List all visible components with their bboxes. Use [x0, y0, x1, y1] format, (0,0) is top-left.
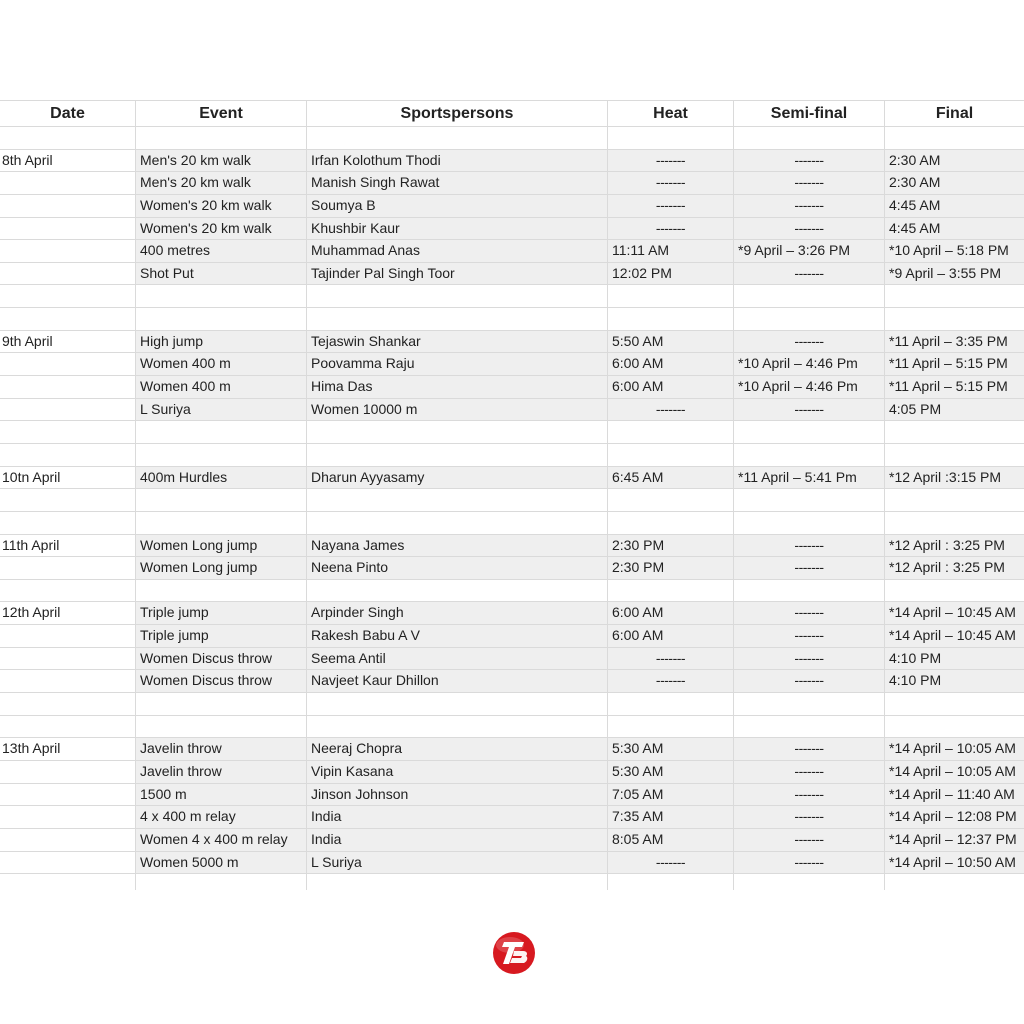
date-cell — [0, 308, 136, 330]
event-cell: Women 5000 m — [136, 852, 307, 874]
semi-final-cell: *11 April – 5:41 Pm — [734, 467, 885, 489]
final-cell — [885, 127, 1024, 149]
semi-final-cell — [734, 285, 885, 307]
heat-cell: 8:05 AM — [608, 829, 734, 851]
final-cell: 2:30 AM — [885, 172, 1024, 194]
event-cell: 400m Hurdles — [136, 467, 307, 489]
heat-cell: ------- — [608, 218, 734, 240]
date-cell — [0, 285, 136, 307]
heat-cell: 12:02 PM — [608, 263, 734, 285]
final-cell: *11 April – 5:15 PM — [885, 353, 1024, 375]
semi-final-cell: ------- — [734, 602, 885, 624]
table-body — [0, 127, 1024, 874]
final-cell: 4:10 PM — [885, 670, 1024, 692]
final-cell — [885, 580, 1024, 602]
event-cell: Women Discus throw — [136, 648, 307, 670]
semi-final-cell: ------- — [734, 852, 885, 874]
table-row-spacer — [0, 512, 1024, 535]
table-row — [0, 467, 1024, 490]
semi-final-cell: ------- — [734, 150, 885, 172]
semi-final-cell: *10 April – 4:46 Pm — [734, 353, 885, 375]
semi-final-cell: ------- — [734, 829, 885, 851]
sportsperson-cell: Tajinder Pal Singh Toor — [307, 263, 608, 285]
final-cell: *14 April – 12:37 PM — [885, 829, 1024, 851]
table-row — [0, 353, 1024, 376]
final-cell: *12 April : 3:25 PM — [885, 535, 1024, 557]
date-cell — [0, 240, 136, 262]
heat-cell — [608, 308, 734, 330]
event-cell — [136, 580, 307, 602]
date-cell — [0, 670, 136, 692]
table-row — [0, 829, 1024, 852]
heat-cell: 5:30 AM — [608, 761, 734, 783]
sportsperson-cell — [307, 693, 608, 715]
heat-cell: 6:45 AM — [608, 467, 734, 489]
semi-final-cell — [734, 127, 885, 149]
heat-cell: 7:05 AM — [608, 784, 734, 806]
semi-final-cell: ------- — [734, 806, 885, 828]
event-cell — [136, 421, 307, 443]
heat-cell: 2:30 PM — [608, 535, 734, 557]
heat-cell: ------- — [608, 150, 734, 172]
brand-logo-icon — [492, 931, 536, 975]
heat-cell: 5:50 AM — [608, 331, 734, 353]
date-cell — [0, 263, 136, 285]
semi-final-cell: *9 April – 3:26 PM — [734, 240, 885, 262]
final-cell — [885, 489, 1024, 511]
heat-cell: 6:00 AM — [608, 625, 734, 647]
sportsperson-cell: Muhammad Anas — [307, 240, 608, 262]
event-cell — [136, 512, 307, 534]
table-row — [0, 761, 1024, 784]
table-row — [0, 806, 1024, 829]
sportsperson-cell: Neeraj Chopra — [307, 738, 608, 760]
column-header-sportspersons: Sportspersons — [307, 101, 608, 126]
event-cell: Women's 20 km walk — [136, 218, 307, 240]
semi-final-cell: ------- — [734, 535, 885, 557]
date-cell: 11th April — [0, 535, 136, 557]
final-cell — [885, 285, 1024, 307]
semi-final-cell — [734, 421, 885, 443]
date-cell — [0, 444, 136, 466]
column-header-event: Event — [136, 101, 307, 126]
sportsperson-cell: Neena Pinto — [307, 557, 608, 579]
date-cell — [0, 806, 136, 828]
date-cell: 12th April — [0, 602, 136, 624]
semi-final-cell: ------- — [734, 172, 885, 194]
heat-cell — [608, 421, 734, 443]
heat-cell — [608, 693, 734, 715]
table-row-spacer — [0, 308, 1024, 331]
event-cell: Javelin throw — [136, 738, 307, 760]
event-cell: Shot Put — [136, 263, 307, 285]
column-header-semi-final: Semi-final — [734, 101, 885, 126]
final-cell — [885, 308, 1024, 330]
final-cell: *14 April – 11:40 AM — [885, 784, 1024, 806]
column-header-final: Final — [885, 101, 1024, 126]
semi-final-cell: ------- — [734, 557, 885, 579]
event-cell: Men's 20 km walk — [136, 172, 307, 194]
event-cell: 400 metres — [136, 240, 307, 262]
heat-cell: ------- — [608, 195, 734, 217]
event-cell: Women Long jump — [136, 557, 307, 579]
heat-cell — [608, 285, 734, 307]
date-cell: 9th April — [0, 331, 136, 353]
heat-cell: 2:30 PM — [608, 557, 734, 579]
table-row — [0, 218, 1024, 241]
event-cell: Women Discus throw — [136, 670, 307, 692]
final-cell: *12 April : 3:25 PM — [885, 557, 1024, 579]
semi-final-cell — [734, 580, 885, 602]
final-cell: *11 April – 5:15 PM — [885, 376, 1024, 398]
final-cell: *14 April – 10:45 AM — [885, 602, 1024, 624]
heat-cell: 7:35 AM — [608, 806, 734, 828]
date-cell — [0, 512, 136, 534]
final-cell — [885, 512, 1024, 534]
sportsperson-cell: L Suriya — [307, 852, 608, 874]
sportsperson-cell — [307, 489, 608, 511]
event-cell — [136, 489, 307, 511]
date-cell — [0, 580, 136, 602]
event-cell — [136, 308, 307, 330]
table-row — [0, 263, 1024, 286]
semi-final-cell: ------- — [734, 670, 885, 692]
sportsperson-cell: Poovamma Raju — [307, 353, 608, 375]
final-cell: 4:05 PM — [885, 399, 1024, 421]
sportsperson-cell — [307, 580, 608, 602]
table-tail — [0, 870, 1024, 890]
semi-final-cell: ------- — [734, 648, 885, 670]
date-cell — [0, 557, 136, 579]
final-cell — [885, 421, 1024, 443]
semi-final-cell: ------- — [734, 331, 885, 353]
sportsperson-cell: Irfan Kolothum Thodi — [307, 150, 608, 172]
event-cell — [136, 127, 307, 149]
table-header-row — [0, 100, 1024, 127]
date-cell — [0, 784, 136, 806]
sportsperson-cell: Rakesh Babu A V — [307, 625, 608, 647]
table-row-spacer — [0, 489, 1024, 512]
table-row — [0, 625, 1024, 648]
table-row-spacer — [0, 716, 1024, 739]
sportsperson-cell: Hima Das — [307, 376, 608, 398]
sportsperson-cell: India — [307, 806, 608, 828]
sportsperson-cell — [307, 421, 608, 443]
heat-cell: ------- — [608, 399, 734, 421]
table-row — [0, 195, 1024, 218]
date-cell — [0, 716, 136, 738]
final-cell: *14 April – 10:05 AM — [885, 761, 1024, 783]
event-cell: 1500 m — [136, 784, 307, 806]
heat-cell: 5:30 AM — [608, 738, 734, 760]
final-cell: 2:30 AM — [885, 150, 1024, 172]
event-cell — [136, 444, 307, 466]
semi-final-cell — [734, 444, 885, 466]
heat-cell: 11:11 AM — [608, 240, 734, 262]
final-cell — [885, 444, 1024, 466]
date-cell — [0, 693, 136, 715]
heat-cell: 6:00 AM — [608, 353, 734, 375]
date-cell — [0, 127, 136, 149]
event-cell — [136, 285, 307, 307]
date-cell — [0, 489, 136, 511]
final-cell: 4:45 AM — [885, 195, 1024, 217]
sportsperson-cell — [307, 127, 608, 149]
table-row — [0, 399, 1024, 422]
semi-final-cell — [734, 716, 885, 738]
final-cell: *14 April – 10:50 AM — [885, 852, 1024, 874]
final-cell — [885, 693, 1024, 715]
sportsperson-cell: Arpinder Singh — [307, 602, 608, 624]
date-cell — [0, 172, 136, 194]
sportsperson-cell — [307, 285, 608, 307]
table-row-spacer — [0, 444, 1024, 467]
final-cell: 4:45 AM — [885, 218, 1024, 240]
semi-final-cell — [734, 693, 885, 715]
final-cell: *14 April – 10:05 AM — [885, 738, 1024, 760]
heat-cell — [608, 444, 734, 466]
table-row-spacer — [0, 693, 1024, 716]
table-row — [0, 670, 1024, 693]
heat-cell: ------- — [608, 852, 734, 874]
table-row — [0, 602, 1024, 625]
semi-final-cell: ------- — [734, 399, 885, 421]
final-cell: 4:10 PM — [885, 648, 1024, 670]
date-cell — [0, 353, 136, 375]
heat-cell: ------- — [608, 172, 734, 194]
heat-cell — [608, 489, 734, 511]
table-row — [0, 331, 1024, 354]
semi-final-cell: ------- — [734, 738, 885, 760]
date-cell — [0, 421, 136, 443]
date-cell: 10tn April — [0, 467, 136, 489]
final-cell: *9 April – 3:55 PM — [885, 263, 1024, 285]
event-cell: L Suriya — [136, 399, 307, 421]
event-cell: Women's 20 km walk — [136, 195, 307, 217]
event-cell: 4 x 400 m relay — [136, 806, 307, 828]
table-row — [0, 240, 1024, 263]
sportsperson-cell: Nayana James — [307, 535, 608, 557]
sportsperson-cell: Jinson Johnson — [307, 784, 608, 806]
semi-final-cell: ------- — [734, 625, 885, 647]
semi-final-cell: ------- — [734, 195, 885, 217]
semi-final-cell: ------- — [734, 761, 885, 783]
final-cell: *11 April – 3:35 PM — [885, 331, 1024, 353]
date-cell — [0, 648, 136, 670]
sportsperson-cell: Navjeet Kaur Dhillon — [307, 670, 608, 692]
table-row-spacer — [0, 127, 1024, 150]
date-cell — [0, 218, 136, 240]
table-row — [0, 172, 1024, 195]
final-cell: *14 April – 12:08 PM — [885, 806, 1024, 828]
sportsperson-cell: India — [307, 829, 608, 851]
heat-cell: ------- — [608, 648, 734, 670]
sportsperson-cell: Vipin Kasana — [307, 761, 608, 783]
date-cell: 13th April — [0, 738, 136, 760]
event-cell: Women 400 m — [136, 353, 307, 375]
table-row — [0, 738, 1024, 761]
table-row — [0, 784, 1024, 807]
heat-cell: ------- — [608, 670, 734, 692]
sportsperson-cell — [307, 444, 608, 466]
event-cell: Men's 20 km walk — [136, 150, 307, 172]
event-cell — [136, 716, 307, 738]
sportsperson-cell: Women 10000 m — [307, 399, 608, 421]
date-cell — [0, 376, 136, 398]
final-cell: *14 April – 10:45 AM — [885, 625, 1024, 647]
date-cell — [0, 829, 136, 851]
heat-cell — [608, 716, 734, 738]
sportsperson-cell — [307, 512, 608, 534]
semi-final-cell — [734, 308, 885, 330]
schedule-table — [0, 100, 1024, 874]
final-cell — [885, 716, 1024, 738]
semi-final-cell: ------- — [734, 784, 885, 806]
event-cell: Women 400 m — [136, 376, 307, 398]
brand-logo — [492, 931, 536, 975]
heat-cell — [608, 580, 734, 602]
event-cell: Triple jump — [136, 625, 307, 647]
semi-final-cell: ------- — [734, 218, 885, 240]
final-cell: *12 April :3:15 PM — [885, 467, 1024, 489]
table-row-spacer — [0, 285, 1024, 308]
heat-cell — [608, 127, 734, 149]
sportsperson-cell — [307, 716, 608, 738]
heat-cell: 6:00 AM — [608, 376, 734, 398]
event-cell — [136, 693, 307, 715]
semi-final-cell — [734, 512, 885, 534]
event-cell: Women Long jump — [136, 535, 307, 557]
table-row — [0, 557, 1024, 580]
sportsperson-cell: Soumya B — [307, 195, 608, 217]
table-row — [0, 150, 1024, 173]
sportsperson-cell: Khushbir Kaur — [307, 218, 608, 240]
sportsperson-cell: Tejaswin Shankar — [307, 331, 608, 353]
sportsperson-cell: Manish Singh Rawat — [307, 172, 608, 194]
event-cell: High jump — [136, 331, 307, 353]
semi-final-cell — [734, 489, 885, 511]
sportsperson-cell — [307, 308, 608, 330]
date-cell — [0, 399, 136, 421]
heat-cell: 6:00 AM — [608, 602, 734, 624]
table-row — [0, 376, 1024, 399]
semi-final-cell: ------- — [734, 263, 885, 285]
date-cell: 8th April — [0, 150, 136, 172]
column-header-date: Date — [0, 101, 136, 126]
date-cell — [0, 625, 136, 647]
table-row-spacer — [0, 421, 1024, 444]
semi-final-cell: *10 April – 4:46 Pm — [734, 376, 885, 398]
event-cell: Javelin throw — [136, 761, 307, 783]
table-row-spacer — [0, 580, 1024, 603]
table-row — [0, 648, 1024, 671]
final-cell: *10 April – 5:18 PM — [885, 240, 1024, 262]
event-cell: Women 4 x 400 m relay — [136, 829, 307, 851]
date-cell — [0, 761, 136, 783]
sportsperson-cell: Seema Antil — [307, 648, 608, 670]
event-cell: Triple jump — [136, 602, 307, 624]
table-row — [0, 535, 1024, 558]
sportsperson-cell: Dharun Ayyasamy — [307, 467, 608, 489]
date-cell — [0, 195, 136, 217]
heat-cell — [608, 512, 734, 534]
column-header-heat: Heat — [608, 101, 734, 126]
